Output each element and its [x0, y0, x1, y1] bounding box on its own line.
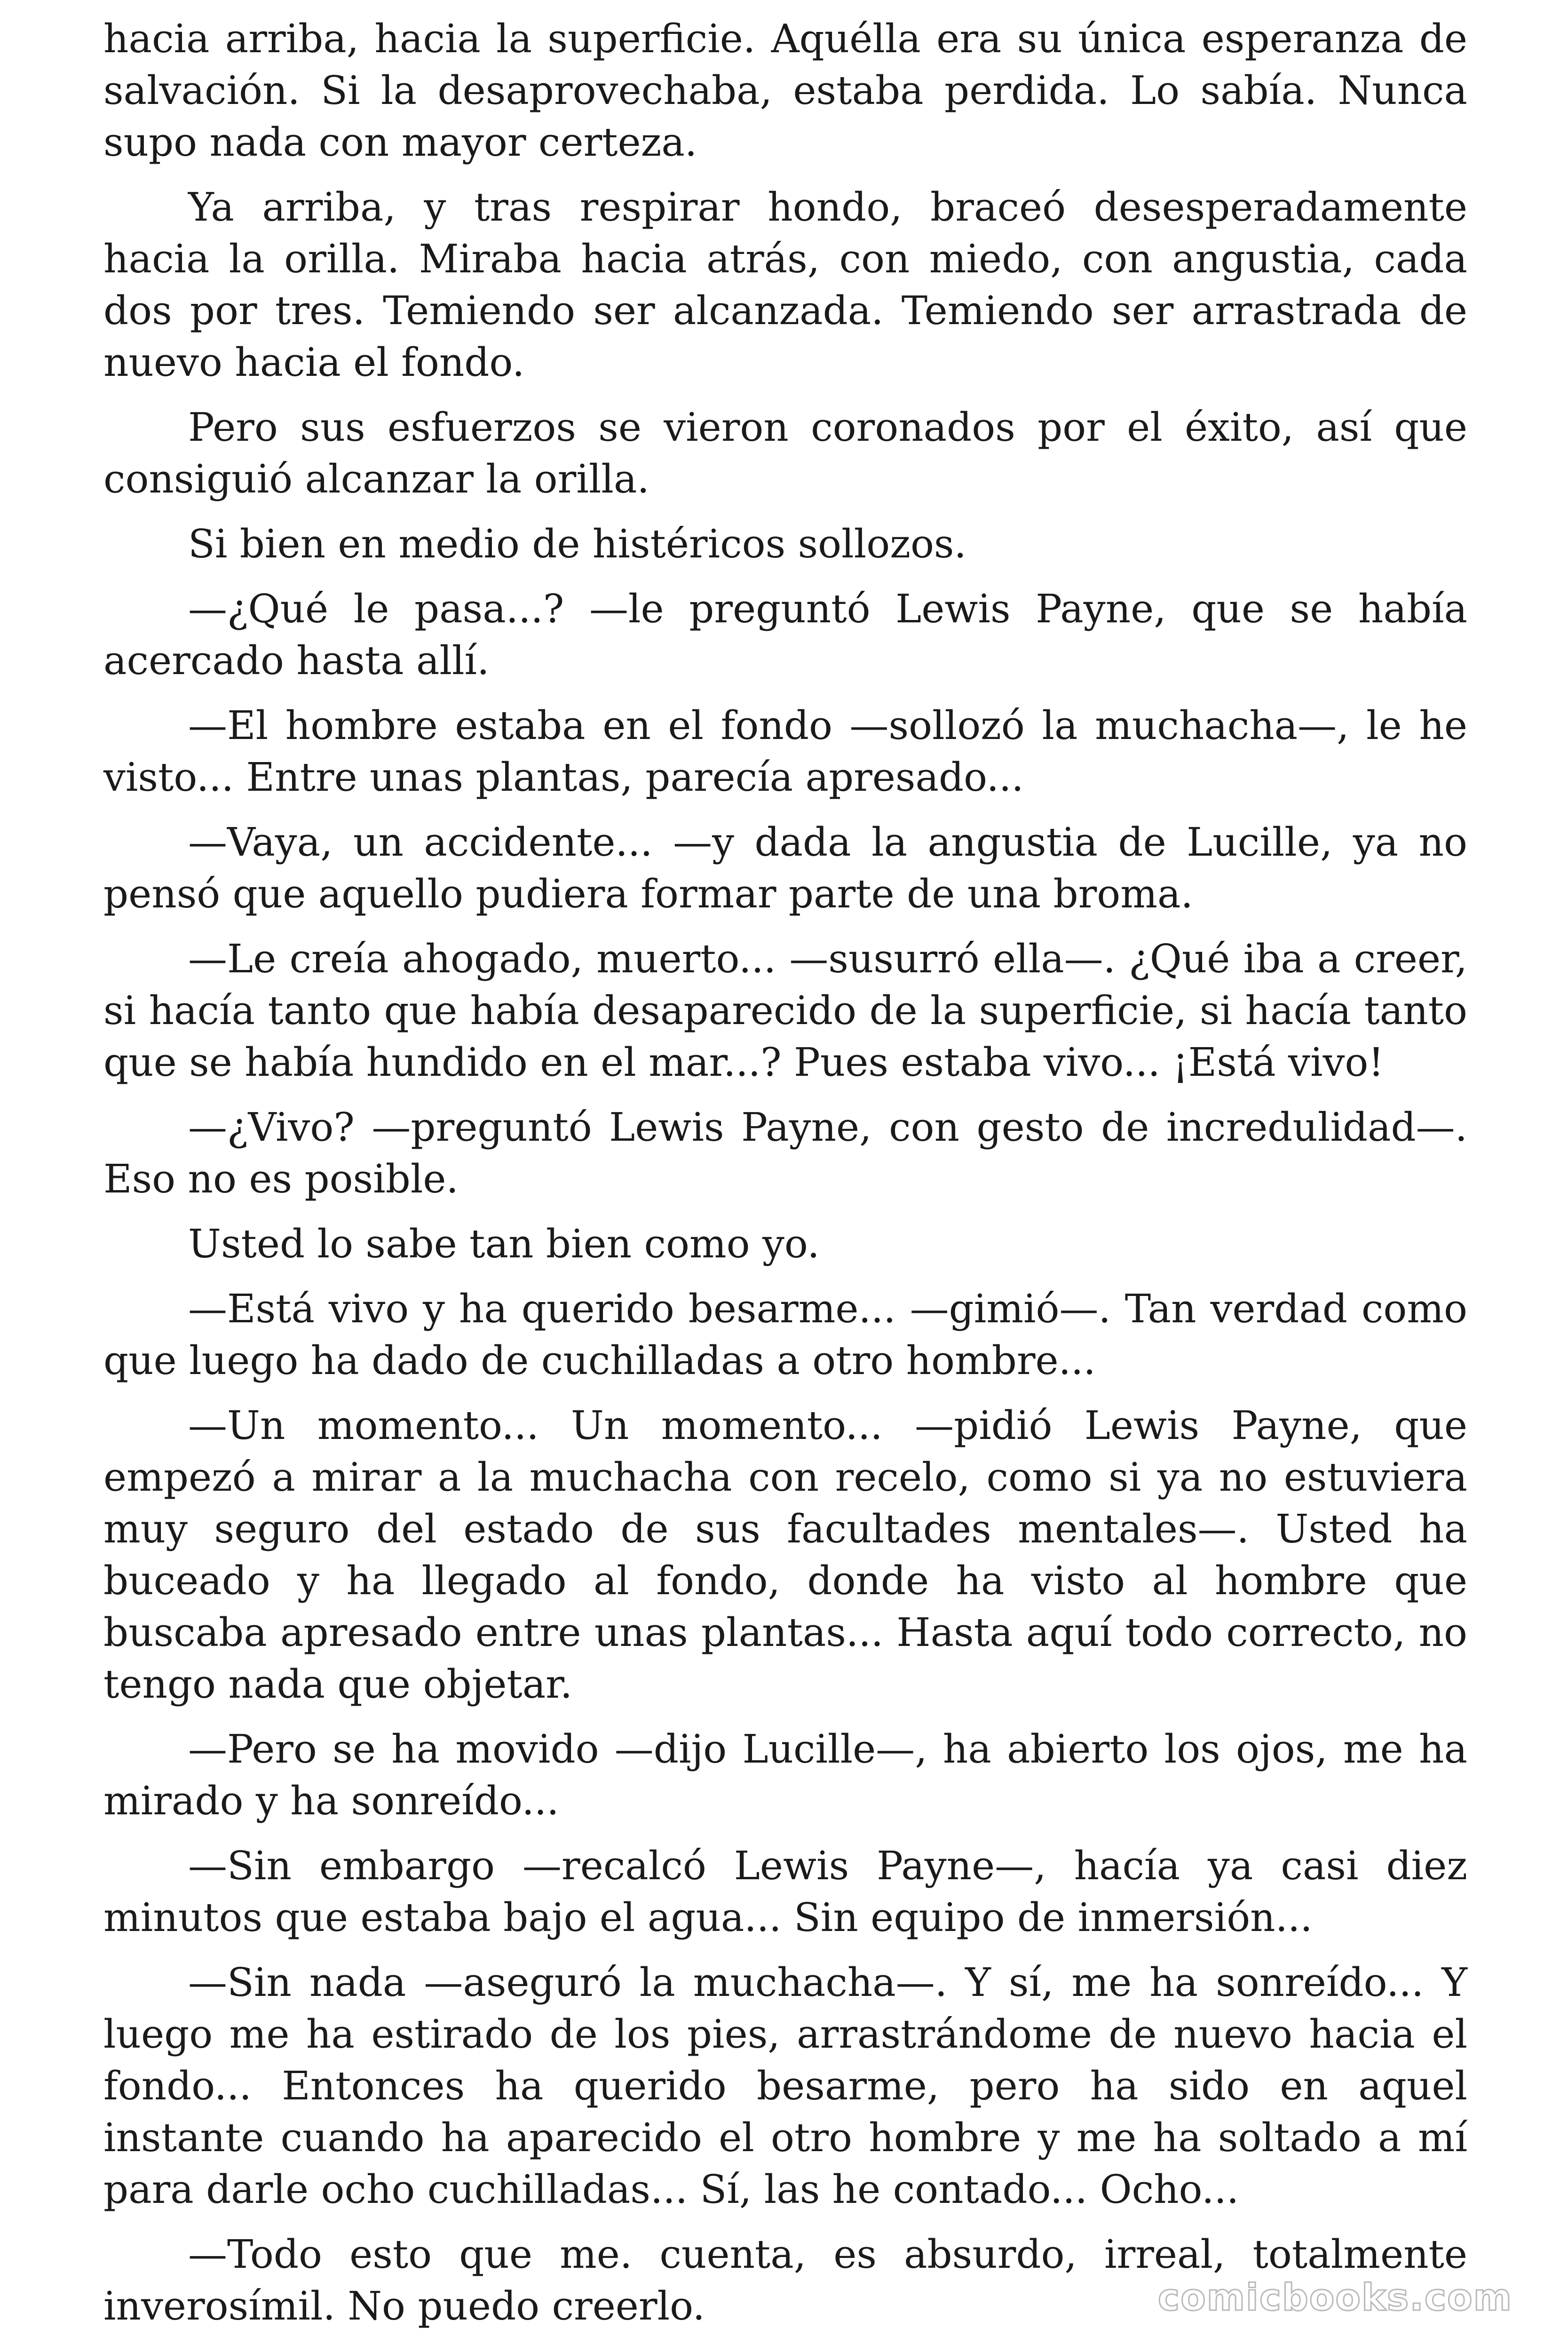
- paragraph: —Vaya, un accidente... —y dada la angustia de Lucille, ya no pensó que aquello pudiera formar parte de una broma.: [103, 819, 1467, 917]
- paragraph: —Sin embargo —recalcó Lewis Payne—, hacía ya casi diez minutos que estaba bajo el agua... Sin equipo de inmersión...: [103, 1843, 1467, 1940]
- paragraph: Usted lo sabe tan bien como yo.: [188, 1221, 820, 1267]
- paragraph: —¿Qué le pasa...? —le preguntó Lewis Payne, que se había acercado hasta allí.: [103, 586, 1467, 683]
- paragraph: —Todo esto que me. cuenta, es absurdo, irreal, totalmente inverosímil. No puedo creerlo.: [103, 2232, 1467, 2329]
- paragraph: —Pero se ha movido —dijo Lucille—, ha abierto los ojos, me ha mirado y ha sonreído...: [103, 1726, 1467, 1824]
- paragraph: —Le creía ahogado, muerto... —susurró ella—. ¿Qué iba a creer, si hacía tanto que había desaparecido de la superficie, si hacía tanto que se había hundido en el mar...? Pues estaba vivo... ¡Está vivo!: [103, 936, 1467, 1085]
- page-text: [103, 13, 1467, 2345]
- paragraph: hacia arriba, hacia la superficie. Aquélla era su única esperanza de salvación. Si la desaprovechaba, estaba perdida. Lo sabía. Nunca supo nada con mayor certeza.: [103, 16, 1467, 165]
- paragraph: Ya arriba, y tras respirar hondo, braceó desesperadamente hacia la orilla. Miraba hacia atrás, con miedo, con angustia, cada dos por tres. Temiendo ser alcanzada. Temiendo ser arrastrada de nuevo hacia el fondo.: [103, 184, 1467, 385]
- paragraph: —El hombre estaba en el fondo —sollozó la muchacha—, le he visto... Entre unas plantas, parecía apresado...: [103, 703, 1467, 800]
- paragraph: —Un momento... Un momento... —pidió Lewis Payne, que empezó a mirar a la muchacha con recelo, como si ya no estuviera muy seguro del estado de sus facultades mentales—. Usted ha buceado y ha llegado al fondo, donde ha visto al hombre que buscaba apresado entre unas plantas... Hasta aquí todo correcto, no tengo nada que objetar.: [103, 1403, 1467, 1707]
- paragraph: —Sin nada —aseguró la muchacha—. Y sí, me ha sonreído... Y luego me ha estirado de los pies, arrastrándome de nuevo hacia el fondo... Entonces ha querido besarme, pero ha sido en aquel instante cuando ha aparecido el otro hombre y me ha soltado a mí para darle ocho cuchilladas... Sí, las he contado... Ocho...: [103, 1960, 1467, 2212]
- paragraph: —¿Vivo? —preguntó Lewis Payne, con gesto de incredulidad—. Eso no es posible.: [103, 1104, 1467, 1202]
- paragraph: Pero sus esfuerzos se vieron coronados por el éxito, así que consiguió alcanzar la orilla.: [103, 405, 1467, 502]
- paragraph: Si bien en medio de histéricos sollozos.: [188, 521, 966, 567]
- watermark-logo: comicbooks.com: [1157, 2277, 1513, 2319]
- paragraph: —Está vivo y ha querido besarme... —gimió—. Tan verdad como que luego ha dado de cuchilladas a otro hombre...: [103, 1286, 1467, 1383]
